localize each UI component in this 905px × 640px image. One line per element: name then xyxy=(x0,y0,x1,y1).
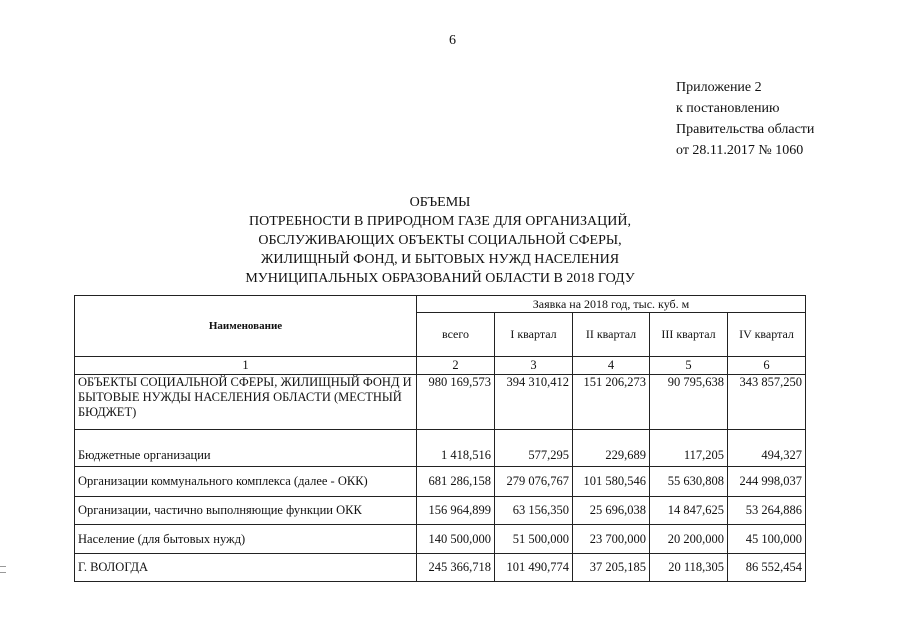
appendix-line-4: от 28.11.2017 № 1060 xyxy=(676,143,804,158)
value-q2: 229,689 xyxy=(573,430,650,467)
header-name: Наименование xyxy=(75,296,417,357)
header-request-2018: Заявка на 2018 год, тыс. куб. м xyxy=(417,296,806,313)
row-name: Организации, частично выполняющие функции ОКК xyxy=(75,497,417,525)
title-line-4: ЖИЛИЩНЫЙ ФОНД, И БЫТОВЫХ НУЖД НАСЕЛЕНИЯ xyxy=(260,252,620,267)
column-number: 6 xyxy=(728,357,806,375)
value-q3: 14 847,625 xyxy=(650,497,728,525)
column-number: 1 xyxy=(75,357,417,375)
column-number: 4 xyxy=(573,357,650,375)
table-row xyxy=(75,467,806,497)
value-q4: 86 552,454 xyxy=(728,554,806,582)
value-q4: 244 998,037 xyxy=(728,467,806,497)
value-q1: 51 500,000 xyxy=(495,525,573,554)
value-q3: 90 795,638 xyxy=(650,375,728,430)
value-total: 1 418,516 xyxy=(417,430,495,467)
header-q2: II квартал xyxy=(573,313,650,357)
value-q3: 20 200,000 xyxy=(650,525,728,554)
scan-margin-mark xyxy=(0,566,6,573)
value-total: 156 964,899 xyxy=(417,497,495,525)
appendix-line-2: к постановлению xyxy=(676,101,780,116)
header-total: всего xyxy=(417,313,495,357)
value-q4: 53 264,886 xyxy=(728,497,806,525)
table-row xyxy=(75,554,806,582)
header-q3: III квартал xyxy=(650,313,728,357)
title-line-5: МУНИЦИПАЛЬНЫХ ОБРАЗОВАНИЙ ОБЛАСТИ В 2018 ГОДУ xyxy=(245,271,635,286)
appendix-line-3: Правительства области xyxy=(676,122,815,137)
gas-demand-table xyxy=(74,295,806,582)
document-title xyxy=(220,193,660,288)
appendix-line-1: Приложение 2 xyxy=(676,80,762,95)
row-name: Г. ВОЛОГДА xyxy=(75,554,417,582)
table-row xyxy=(75,525,806,554)
row-name: Организации коммунального комплекса (далее - ОКК) xyxy=(75,467,417,497)
value-q4: 343 857,250 xyxy=(728,375,806,430)
value-total: 245 366,718 xyxy=(417,554,495,582)
row-name: Население (для бытовых нужд) xyxy=(75,525,417,554)
value-q2: 37 205,185 xyxy=(573,554,650,582)
value-q3: 20 118,305 xyxy=(650,554,728,582)
value-q1: 101 490,774 xyxy=(495,554,573,582)
title-line-1: ОБЪЕМЫ xyxy=(409,195,471,210)
value-q2: 151 206,273 xyxy=(573,375,650,430)
value-q1: 577,295 xyxy=(495,430,573,467)
value-q1: 63 156,350 xyxy=(495,497,573,525)
value-total: 980 169,573 xyxy=(417,375,495,430)
table-row xyxy=(75,497,806,525)
value-q4: 494,327 xyxy=(728,430,806,467)
header-q4: IV квартал xyxy=(728,313,806,357)
column-number: 2 xyxy=(417,357,495,375)
row-name: Бюджетные организации xyxy=(75,430,417,467)
column-number: 3 xyxy=(495,357,573,375)
table-row xyxy=(75,375,806,430)
row-name: ОБЪЕКТЫ СОЦИАЛЬНОЙ СФЕРЫ, ЖИЛИЩНЫЙ ФОНД И БЫТОВЫЕ НУЖДЫ НАСЕЛЕНИЯ ОБЛАСТИ (МЕСТНЫЙ БЮДЖЕТ) xyxy=(75,375,417,430)
header-q1: I квартал xyxy=(495,313,573,357)
value-q1: 279 076,767 xyxy=(495,467,573,497)
table-row xyxy=(75,430,806,467)
title-line-3: ОБСЛУЖИВАЮЩИХ ОБЪЕКТЫ СОЦИАЛЬНОЙ СФЕРЫ, xyxy=(258,233,622,248)
value-total: 140 500,000 xyxy=(417,525,495,554)
column-number: 5 xyxy=(650,357,728,375)
value-q1: 394 310,412 xyxy=(495,375,573,430)
value-q3: 55 630,808 xyxy=(650,467,728,497)
value-q2: 101 580,546 xyxy=(573,467,650,497)
value-q4: 45 100,000 xyxy=(728,525,806,554)
appendix-block xyxy=(676,77,814,161)
page-number: 6 xyxy=(449,33,456,48)
value-q3: 117,205 xyxy=(650,430,728,467)
value-q2: 25 696,038 xyxy=(573,497,650,525)
value-total: 681 286,158 xyxy=(417,467,495,497)
title-line-2: ПОТРЕБНОСТИ В ПРИРОДНОМ ГАЗЕ ДЛЯ ОРГАНИЗАЦИЙ, xyxy=(248,214,631,229)
value-q2: 23 700,000 xyxy=(573,525,650,554)
